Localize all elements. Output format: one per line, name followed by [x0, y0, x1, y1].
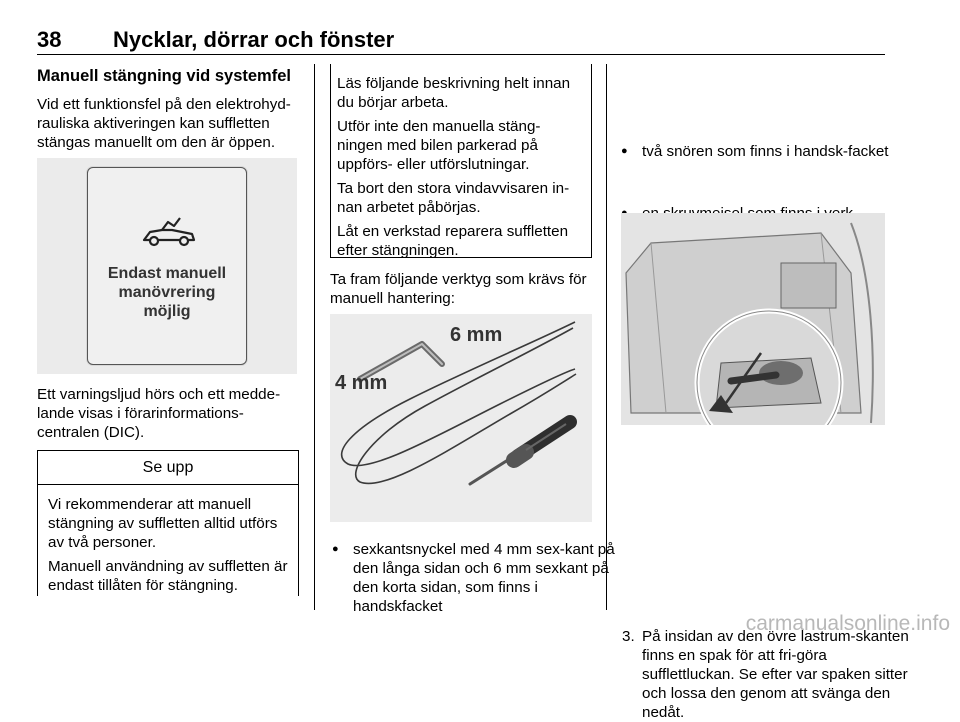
tools-intro: Ta fram följande verktyg som krävs för manuell hantering: — [330, 271, 587, 307]
intro-paragraph: Vid ett funktionsfel på den elektrohyd-rauliska aktiveringen kan suffletten stängas manuellt om den är öppen. — [37, 96, 291, 151]
step-number: 3. — [622, 628, 635, 645]
column-divider — [314, 64, 315, 610]
note-text: Låt en verkstad reparera suffletten efter stängningen. — [337, 223, 569, 259]
tool-label-6mm: 6 mm — [450, 324, 503, 346]
step-text: På insidan av den övre lastrum-skanten finns en spak för att fri-göra sufflettluckan. Se efter var spaken sitter och lossa den genom att svänga den nedåt. — [642, 628, 909, 721]
page-title: Nycklar, dörrar och fönster — [113, 27, 395, 52]
caution-text: Manuell användning av suffletten är endast tillåten för stängning. — [48, 558, 288, 594]
page-number: 38 — [37, 27, 62, 52]
display-panel — [87, 167, 247, 365]
display-line: möjlig — [143, 303, 191, 320]
list-item — [330, 540, 615, 616]
note-box — [330, 64, 592, 258]
list-item — [619, 142, 910, 161]
caution-text: Vi rekommenderar att manuell stängning av suffletten alltid utförs av två personer. — [48, 496, 278, 551]
note-text: Läs följande beskrivning helt innan du börjar arbeta. — [337, 75, 571, 111]
tools-illustration — [330, 314, 592, 522]
tool-label-4mm: 4 mm — [335, 372, 388, 394]
display-line: Endast manuell — [107, 265, 227, 282]
warning-paragraph: Ett varningsljud hörs och ett medde-lande visas i förarinformations-centralen (DIC). — [37, 386, 281, 441]
bullet-text: sexkantsnyckel med 4 mm sex-kant på den långa sidan och 6 mm sexkant på den korta sidan, som finns i handskfacket — [353, 541, 615, 615]
caution-title: Se upp — [38, 451, 298, 485]
section-heading: Manuell stängning vid systemfel — [37, 67, 291, 85]
display-message — [88, 264, 246, 321]
display-illustration — [37, 158, 297, 374]
note-text: Utför inte den manuella stäng-ningen med bilen parkerad på uppförs- eller utförslutningar. — [337, 118, 541, 173]
bullet-text: två snören som finns i handsk-facket — [642, 143, 889, 160]
convertible-car-icon — [138, 212, 200, 252]
trunk-drawing — [621, 213, 885, 425]
note-text: Ta bort den stora vindavvisaren in-nan arbetet påbörjas. — [337, 180, 570, 216]
caution-box — [37, 450, 299, 596]
step-item — [619, 627, 910, 722]
display-line: manövrering — [118, 284, 216, 301]
header-rule — [37, 54, 885, 55]
watermark-text: carmanualsonline.info — [745, 612, 950, 635]
column-divider — [606, 64, 607, 610]
trunk-illustration — [621, 213, 885, 425]
